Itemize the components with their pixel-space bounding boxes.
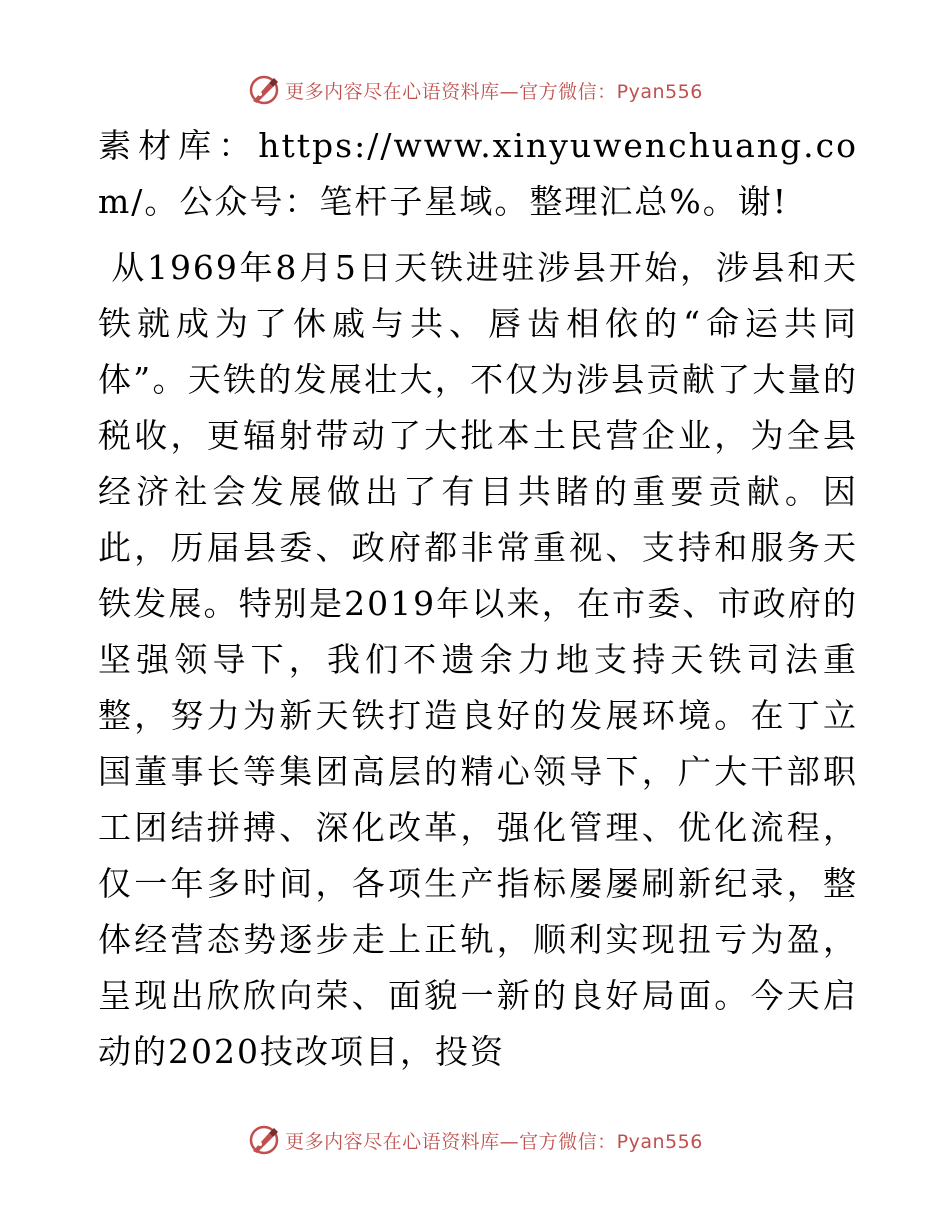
header-banner-text: 更多内容尽在心语资料库—官方微信：Pyan556: [285, 80, 703, 103]
body-paragraph: 从1969年8月5日天铁进驻涉县开始，涉县和天铁就成为了休戚与共、唇齿相依的“命运共同体”。天铁的发展壮大，不仅为涉县贡献了大量的税收，更辐射带动了大批本土民营企业，为全县经济社会发展做出了有目共睹的重要贡献。因此，历届县委、政府都非常重视、支持和服务天铁发展。特别是2019年以来，在市委、市政府的坚强领导下，我们不遗余力地支持天铁司法重整，努力为新天铁打造良好的发展环境。在丁立国董事长等集团高层的精心领导下，广大干部职工团结拼搏、深化改革，强化管理、优化流程，仅一年多时间，各项生产指标屡屡刷新纪录，整体经营态势逐步走上正轨，顺利实现扭亏为盈，呈现出欣欣向荣、面貌一新的良好局面。今天启动的2020技改项目，投资: [98, 248, 858, 1071]
pen-logo-icon: [247, 1123, 281, 1157]
document-body: [98, 118, 858, 1080]
notice-paragraph: 素材库：https://www.xinyuwenchuang.com/。公众号：笔杆子星域。整理汇总%。谢!: [98, 126, 858, 221]
footer-banner: [0, 1120, 950, 1160]
footer-banner-text: 更多内容尽在心语资料库—官方微信：Pyan556: [285, 1130, 703, 1153]
header-banner: [0, 70, 950, 110]
pen-logo-icon: [247, 73, 281, 107]
